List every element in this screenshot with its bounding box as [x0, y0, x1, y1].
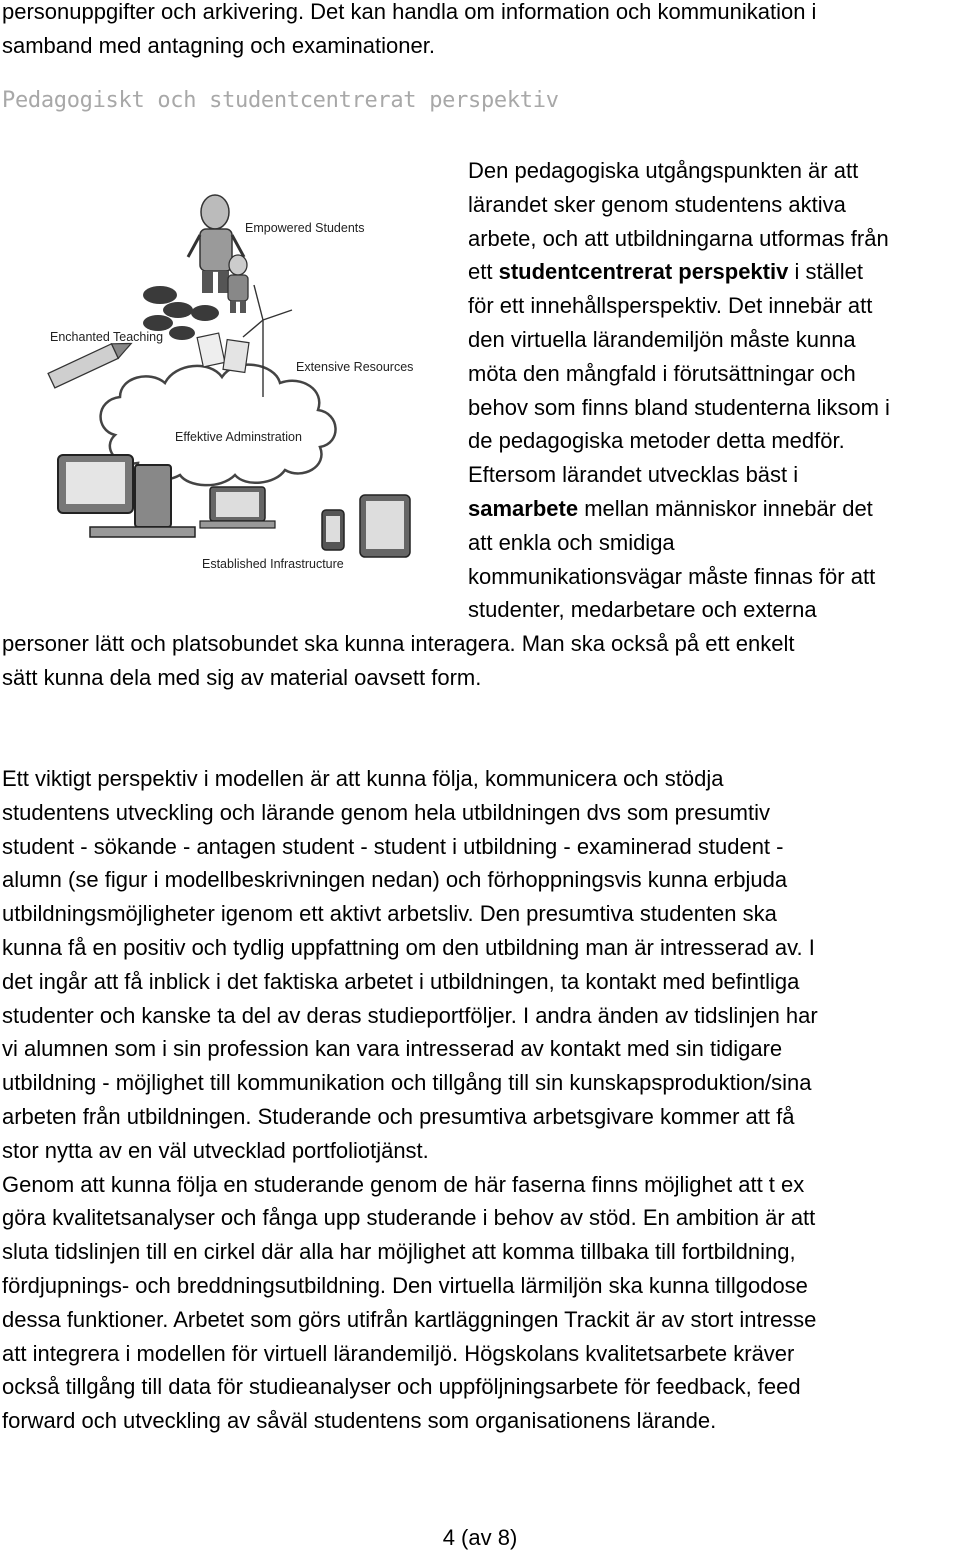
text-line: behov som finns bland studenterna liksom i — [468, 394, 890, 420]
figure-label: Enchanted Teaching — [50, 330, 164, 344]
text-line: också tillgång till data för studieanalyser och uppföljningsarbete för feedback, feed — [2, 1374, 801, 1400]
text-line: forward och utveckling av såväl studentens som organisationens lärande. — [2, 1408, 717, 1434]
text-line: den virtuella lärandemiljön måste kunna — [468, 326, 856, 352]
right-column-text — [468, 154, 958, 627]
text-line: sätt kunna dela med sig av material oavsett form. — [2, 664, 482, 690]
text-line: arbeten från utbildningen. Studerande och presumtiva arbetsgivare kommer att få — [2, 1103, 795, 1129]
text-line: alumn (se figur i modellbeskrivningen nedan) och förhoppningsvis kunna erbjuda — [2, 867, 788, 893]
figure-label: Effektive Adminstration — [175, 430, 302, 444]
text-line: utbildningsmöjligheter igenom ett aktivt arbetsliv. Den presumtiva studenten ska — [2, 901, 777, 927]
text-line: utbildning - möjlighet till kommunikation och tillgång till sin kunskapsproduktion/sina — [2, 1070, 812, 1096]
text-line: möta den mångfald i förutsättningar och — [468, 360, 856, 386]
body-paragraph — [2, 762, 958, 1438]
text-line — [468, 255, 958, 289]
text-line: personuppgifter och arkivering. Det kan handla om information och kommunikation i — [2, 0, 817, 24]
text-line: vi alumnen som i sin profession kan vara intresserad av kontakt med sin tidigare — [2, 1036, 783, 1062]
text-line: för ett innehållsperspektiv. Det innebär att — [468, 293, 873, 319]
documents-icon — [197, 333, 249, 372]
text-line: personer lätt och platsobundet ska kunna interagera. Man ska också på ett enkelt — [2, 631, 795, 656]
tablet-icon — [360, 495, 410, 557]
text-run: i stället — [788, 259, 863, 285]
figure-label: Established Infrastructure — [202, 557, 344, 571]
text-line: stor nytta av en väl utvecklad portfoliotjänst. — [2, 1137, 429, 1163]
text-line: arbete, och att utbildningarna utformas från — [468, 225, 889, 251]
text-line: Den pedagogiska utgångspunkten är att — [468, 158, 859, 183]
text-line: att enkla och smidiga — [468, 529, 675, 555]
text-line: fördjupnings- och breddningsutbildning. Den virtuella lärmiljön ska kunna tillgodose — [2, 1272, 808, 1298]
text-line: göra kvalitetsanalyser och fånga upp studerande i behov av stöd. En ambition är att — [2, 1205, 816, 1231]
phone-icon — [322, 510, 344, 550]
text-line: Genom att kunna följa en studerande genom de här faserna finns möjlighet att t ex — [2, 1171, 805, 1197]
small-student-icon — [228, 255, 248, 313]
text-line: kunna få en positiv och tydlig uppfattning om den utbildning man är intresserad av. I — [2, 934, 815, 960]
concept-illustration — [40, 185, 440, 580]
laptop-icon — [200, 487, 275, 528]
text-line: de pedagogiska metoder detta medför. — [468, 428, 845, 454]
text-run: mellan människor innebär det — [578, 495, 873, 521]
section-heading: Pedagogiskt och studentcentrerat perspektiv — [2, 88, 559, 113]
text-line: att integrera i modellen för virtuell lärandemiljö. Högskolans kvalitetsarbete kräver — [2, 1340, 795, 1366]
text-line: kommunikationsvägar måste finnas för att — [468, 563, 876, 589]
text-line: Eftersom lärandet utvecklas bäst i — [468, 462, 799, 488]
text-line: det ingår att få inblick i det faktiska arbetet i utbildningen, ta kontakt med befintliga — [2, 968, 800, 994]
text-line — [468, 492, 958, 526]
figure-label: Extensive Resources — [296, 360, 414, 374]
text-line: lärandet sker genom studentens aktiva — [468, 191, 846, 217]
text-run: ett — [468, 259, 499, 285]
text-line: Ett viktigt perspektiv i modellen är att kunna följa, kommunicera och stödja — [2, 766, 724, 791]
text-line: student - sökande - antagen student - student i utbildning - examinerad student - — [2, 833, 784, 859]
text-line: sluta tidslinjen till en cirkel där alla har möjlighet att komma tillbaka till fortbildning, — [2, 1239, 796, 1265]
text-line: studenter och kanske ta del av deras studieportföljer. I andra änden av tidslinjen har — [2, 1002, 818, 1028]
bold-term: studentcentrerat perspektiv — [498, 259, 789, 285]
text-line: studentens utveckling och lärande genom hela utbildningen dvs som presumtiv — [2, 799, 771, 825]
figure-label: Empowered Students — [245, 221, 365, 235]
paragraph-continuation — [2, 627, 958, 695]
page-number: 4 (av 8) — [442, 1525, 518, 1550]
bold-term: samarbete — [468, 495, 579, 521]
text-line: dessa funktioner. Arbetet som görs utifrån kartläggningen Trackit är av stort intresse — [2, 1306, 817, 1332]
text-line: studenter, medarbetare och externa — [468, 597, 817, 623]
text-line: samband med antagning och examinationer. — [2, 33, 435, 58]
